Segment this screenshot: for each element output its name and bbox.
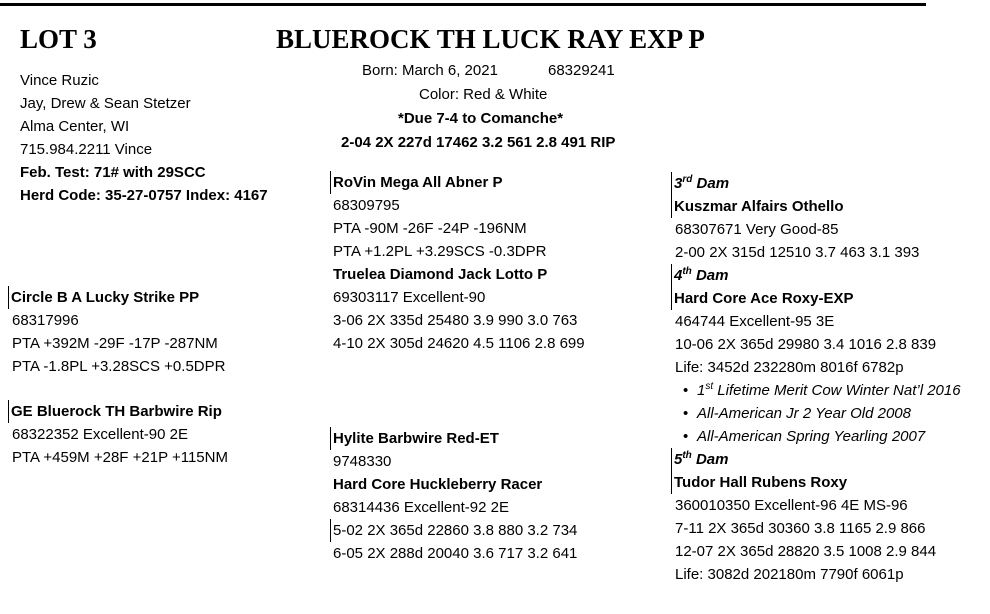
owner-test: Feb. Test: 71# with 29SCC: [20, 164, 206, 181]
dam-dam-reg: 68314436 Excellent-92 2E: [333, 499, 509, 516]
owner-partners: Jay, Drew & Sean Stetzer: [20, 95, 191, 112]
dam-dam-record-1: 5-02 2X 365d 22860 3.8 880 3.2 734: [330, 519, 577, 542]
sire-dam-record-1: 3-06 2X 335d 25480 3.9 990 3.0 763: [333, 312, 578, 329]
dam5-lifetime: Life: 3082d 202180m 7790f 6061p: [675, 566, 904, 583]
dam5-record-2: 12-07 2X 365d 28820 3.5 1008 2.9 844: [675, 543, 937, 560]
production-record: 2-04 2X 227d 17462 3.2 561 2.8 491 RIP: [341, 134, 616, 151]
dam3-heading: 3rd Dam: [671, 172, 961, 195]
owner-herd-code: Herd Code: 35-27-0757 Index: 4167: [20, 187, 268, 204]
top-rule: [0, 3, 926, 6]
dam-pta: PTA +459M +28F +21P +115NM: [12, 449, 228, 466]
due-date: *Due 7-4 to Comanche*: [398, 110, 564, 127]
dam4-achievement-3: • All-American Spring Yearling 2007: [675, 425, 961, 448]
dam5-reg: 360010350 Excellent-96 4E MS-96: [675, 497, 908, 514]
dam4-achievements: [671, 379, 961, 448]
owner-block: [20, 69, 268, 207]
dam4-record: 10-06 2X 365d 29980 3.4 1016 2.8 839: [675, 336, 937, 353]
sire-name: Circle B A Lucky Strike PP: [8, 286, 225, 309]
dam-block: [8, 400, 228, 469]
sire-pta-2: PTA -1.8PL +3.28SCS +0.5DPR: [12, 358, 226, 375]
sire-pta-1: PTA +392M -29F -17P -287NM: [12, 335, 218, 352]
owner-phone: 715.984.2211 Vince: [20, 141, 153, 158]
dam4-achievement-1: • 1st Lifetime Merit Cow Winter Nat’l 2016: [675, 379, 961, 402]
sire-block: [8, 286, 225, 378]
maternal-line-block: [671, 172, 961, 586]
born-date: Born: March 6, 2021: [362, 62, 498, 79]
sire-sire-block: [330, 171, 585, 355]
dam-dam-record-2: 6-05 2X 288d 20040 3.6 717 3.2 641: [333, 545, 578, 562]
sire-sire-pta-2: PTA +1.2PL +3.29SCS -0.3DPR: [333, 243, 547, 260]
sire-sire-name: RoVin Mega All Abner P: [330, 171, 585, 194]
dam4-lifetime: Life: 3452d 232280m 8016f 6782p: [675, 359, 904, 376]
dam-sire-reg: 9748330: [333, 453, 392, 470]
dam4-achievement-2: • All-American Jr 2 Year Old 2008: [675, 402, 961, 425]
sire-reg: 68317996: [12, 312, 79, 329]
dam-name: GE Bluerock TH Barbwire Rip: [8, 400, 228, 423]
sire-sire-pta-1: PTA -90M -26F -24P -196NM: [333, 220, 527, 237]
owner-name: Vince Ruzic: [20, 72, 99, 89]
dam4-name: Hard Core Ace Roxy-EXP: [671, 287, 961, 310]
dam-reg: 68322352 Excellent-90 2E: [12, 426, 188, 443]
dam5-record-1: 7-11 2X 365d 30360 3.8 1165 2.9 866: [675, 520, 926, 537]
dam5-name: Tudor Hall Rubens Roxy: [671, 471, 961, 494]
dam-sire-block: [330, 427, 577, 565]
registration-number: 68329241: [548, 62, 615, 79]
dam5-heading: 5th Dam: [671, 448, 961, 471]
sire-dam-record-2: 4-10 2X 305d 24620 4.5 1106 2.8 699: [333, 335, 585, 352]
dam-dam-name: Hard Core Huckleberry Racer: [333, 476, 543, 493]
animal-title: BLUEROCK TH LUCK RAY EXP P: [276, 24, 705, 54]
color: Color: Red & White: [419, 86, 548, 103]
sire-dam-reg: 69303117 Excellent-90: [333, 289, 486, 306]
dam3-reg: 68307671 Very Good-85: [675, 221, 839, 238]
dam4-heading: 4th Dam: [671, 264, 961, 287]
dam-sire-name: Hylite Barbwire Red-ET: [330, 427, 577, 450]
sire-dam-name: Truelea Diamond Jack Lotto P: [333, 266, 548, 283]
dam3-name: Kuszmar Alfairs Othello: [671, 195, 961, 218]
dam3-record: 2-00 2X 315d 12510 3.7 463 3.1 393: [675, 244, 920, 261]
dam4-reg: 464744 Excellent-95 3E: [675, 313, 835, 330]
lot-number: LOT 3: [20, 24, 97, 54]
sire-sire-reg: 68309795: [333, 197, 400, 214]
owner-location: Alma Center, WI: [20, 118, 130, 135]
